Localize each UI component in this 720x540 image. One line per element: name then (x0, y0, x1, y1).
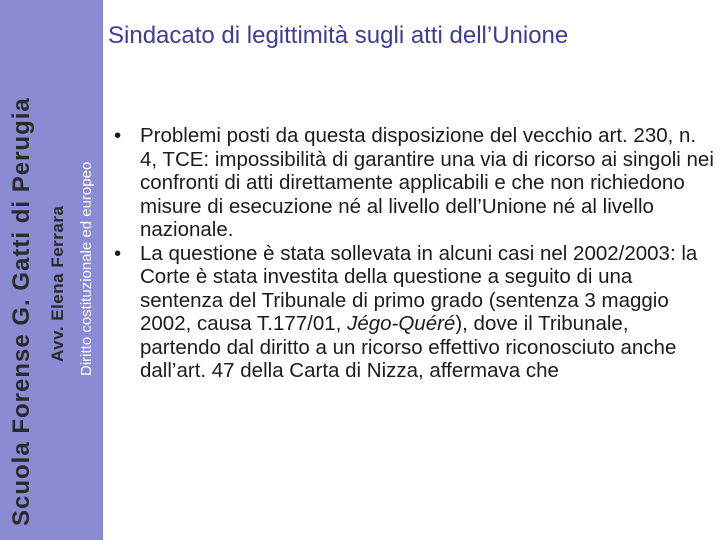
sidebar (0, 0, 103, 540)
bullet-icon: • (114, 241, 122, 265)
bullet-item (114, 124, 714, 242)
course-subject: Diritto costituzionale ed europeo (78, 161, 95, 376)
bullet-item (114, 242, 714, 383)
bullet-icon: • (114, 124, 122, 147)
bullet-text-after: ), dove il Tribunale, partendo dal diritto a un ricorso effettivo riconosciuto anche dall’art. 47 della Carta di Nizza, affermava che (140, 312, 677, 382)
slide-title: Sindacato di legittimità sugli atti dell’Unione (108, 22, 569, 49)
bullet-text: Problemi posti da questa disposizione del vecchio art. 230, n. 4, TCE: impossibilità di garantire una via di ricorso ai singoli nei confronti di atti direttamente applicabili e che non richiedono misure di esecuzione né al livello dell’Unione né al livello nazionale. (140, 124, 714, 241)
slide-content (114, 124, 714, 383)
school-name: Scuola Forense G. Gatti di Perugia (8, 97, 35, 526)
bullet-text-before: La questione è stata sollevata in alcuni casi nel 2002/2003: la Corte è stata investita della questione a seguito di una sentenza del Tribunale di primo grado (sentenza 3 maggio 2002, causa T.177/01, (140, 241, 698, 335)
author-name: Avv. Elena Ferrara (48, 205, 67, 362)
case-name: Jégo-Quéré (347, 312, 456, 335)
bullet-text (140, 242, 697, 383)
